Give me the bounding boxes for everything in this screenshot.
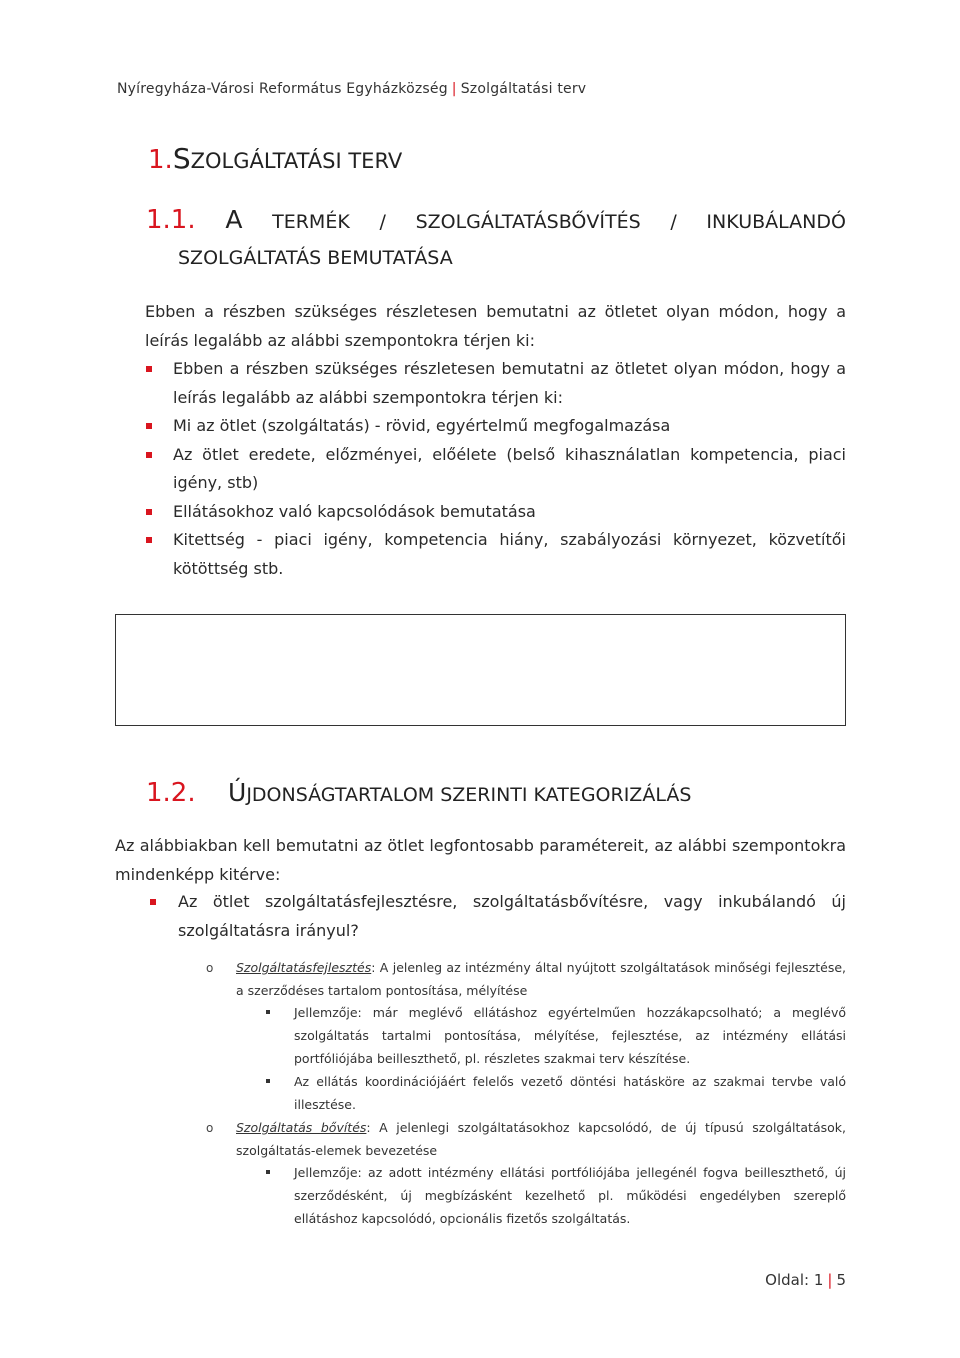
section-1-number: 1. xyxy=(148,145,173,175)
list-item: Kitettség - piaci igény, kompetencia hiány, szabályozási környezet, közvetítői kötöttség stb. xyxy=(173,526,846,583)
section-1-2-title-initial: Ú xyxy=(228,778,247,807)
sub-item-szolgaltatas-bovites xyxy=(236,1116,846,1162)
sub-item-term: Szolgáltatásfejlesztés xyxy=(236,960,372,975)
list-item: Ellátásokhoz való kapcsolódások bemutatása xyxy=(173,498,846,527)
header-separator: | xyxy=(451,81,457,97)
page-footer xyxy=(765,1271,846,1289)
section-1-1-intro: Ebben a részben szükséges részletesen bemutatni az ötletet olyan módon, hogy a leírás legalább az alábbi szempontokra térjen ki: xyxy=(145,302,846,350)
sub-sub-item: Az ellátás koordinációjáért felelős vezető döntési hatásköre az szakmai tervbe való illesztése. xyxy=(294,1074,846,1112)
list-item: Ebben a részben szükséges részletesen bemutatni az ötletet olyan módon, hogy a leírás legalább az alábbi szempontokra térjen ki: xyxy=(173,355,846,412)
section-1-1-slash: / xyxy=(379,211,386,233)
square-bullet-icon xyxy=(266,1170,270,1174)
section-1-title-rest: ZOLGÁLTATÁSI TERV xyxy=(190,149,403,173)
section-1-1-slash: / xyxy=(670,211,677,233)
footer-total-pages: 5 xyxy=(836,1271,846,1289)
red-square-bullet-icon xyxy=(146,423,152,429)
section-1-1-title-initial: A xyxy=(225,205,243,234)
red-square-bullet-icon xyxy=(146,509,152,515)
section-1-2-heading xyxy=(146,778,691,808)
section-1-1-title-line2: SZOLGÁLTATÁS BEMUTATÁSA xyxy=(178,247,453,269)
square-bullet-icon xyxy=(266,1079,270,1083)
header-org: Nyíregyháza-Városi Református Egyházközség xyxy=(117,81,448,97)
running-header xyxy=(117,81,586,97)
answer-box[interactable] xyxy=(115,614,846,726)
section-1-1-word: INKUBÁLANDÓ xyxy=(706,211,846,233)
section-1-heading xyxy=(148,142,402,175)
footer-separator: | xyxy=(827,1271,833,1289)
red-square-bullet-icon xyxy=(150,899,156,905)
section-1-1-word: TERMÉK xyxy=(272,211,350,233)
red-square-bullet-icon xyxy=(146,452,152,458)
sub-sub-item: Jellemzője: az adott intézmény ellátási portfóliójába jellegénél fogva beilleszthető, új szerződésként, új megbízásként kezelhető pl. működési engedélyben szereplő ellátáshoz kapcsolódó, opcionális fizetős szolgáltatás. xyxy=(294,1165,846,1226)
list-item: Mi az ötlet (szolgáltatás) - rövid, egyértelmű megfogalmazása xyxy=(173,412,846,441)
circle-bullet-icon: o xyxy=(206,961,214,975)
section-1-1-word: SZOLGÁLTATÁSBŐVÍTÉS xyxy=(415,211,641,233)
section-1-1-number: 1.1. xyxy=(146,205,196,235)
sub-sub-item: Jellemzője: már meglévő ellátáshoz egyértelműen hozzákapcsolható; a meglévő szolgáltatás tartalmi pontosítása, mélyítése, fejlesztése, az intézmény ellátási portfóliójába beilleszthető, pl. részletes szakmai terv készítése. xyxy=(294,1005,846,1066)
sub-item-szolgaltatasfejlesztes xyxy=(236,956,846,1002)
red-square-bullet-icon xyxy=(146,537,152,543)
section-1-1-heading xyxy=(146,205,846,269)
section-1-2-bullet-list xyxy=(178,888,846,945)
square-bullet-icon xyxy=(266,1010,270,1014)
section-1-1-bullet-list xyxy=(173,355,846,583)
section-1-2-number: 1.2. xyxy=(146,778,196,808)
section-1-title-initial: S xyxy=(172,142,191,175)
list-item: Az ötlet szolgáltatásfejlesztésre, szolgáltatásbővítésre, vagy inkubálandó új szolgáltatásra irányul? xyxy=(178,888,846,945)
footer-label: Oldal: xyxy=(765,1271,810,1289)
sub-item-text: : A jelenleg az intézmény által nyújtott szolgáltatások minőségi fejlesztése, a szerződéses tartalom pontosítása, mélyítése xyxy=(236,960,846,998)
section-1-2-title-rest: JDONSÁGTARTALOM SZERINTI KATEGORIZÁLÁS xyxy=(246,784,692,806)
section-1-2-intro: Az alábbiakban kell bemutatni az ötlet legfontosabb paramétereit, az alábbi szempontokra mindenképp kitérve: xyxy=(115,836,846,884)
header-doc-title: Szolgáltatási terv xyxy=(460,81,587,97)
footer-page-number: 1 xyxy=(813,1271,824,1289)
list-item: Az ötlet eredete, előzményei, előélete (belső kihasználatlan kompetencia, piaci igény, stb) xyxy=(173,441,846,498)
circle-bullet-icon: o xyxy=(206,1121,214,1135)
red-square-bullet-icon xyxy=(146,366,152,372)
sub-item-term: Szolgáltatás bővítés xyxy=(236,1120,367,1135)
sub-item-text: : A jelenlegi szolgáltatásokhoz kapcsolódó, de új típusú szolgáltatások, szolgáltatás-elemek bevezetése xyxy=(236,1120,846,1158)
